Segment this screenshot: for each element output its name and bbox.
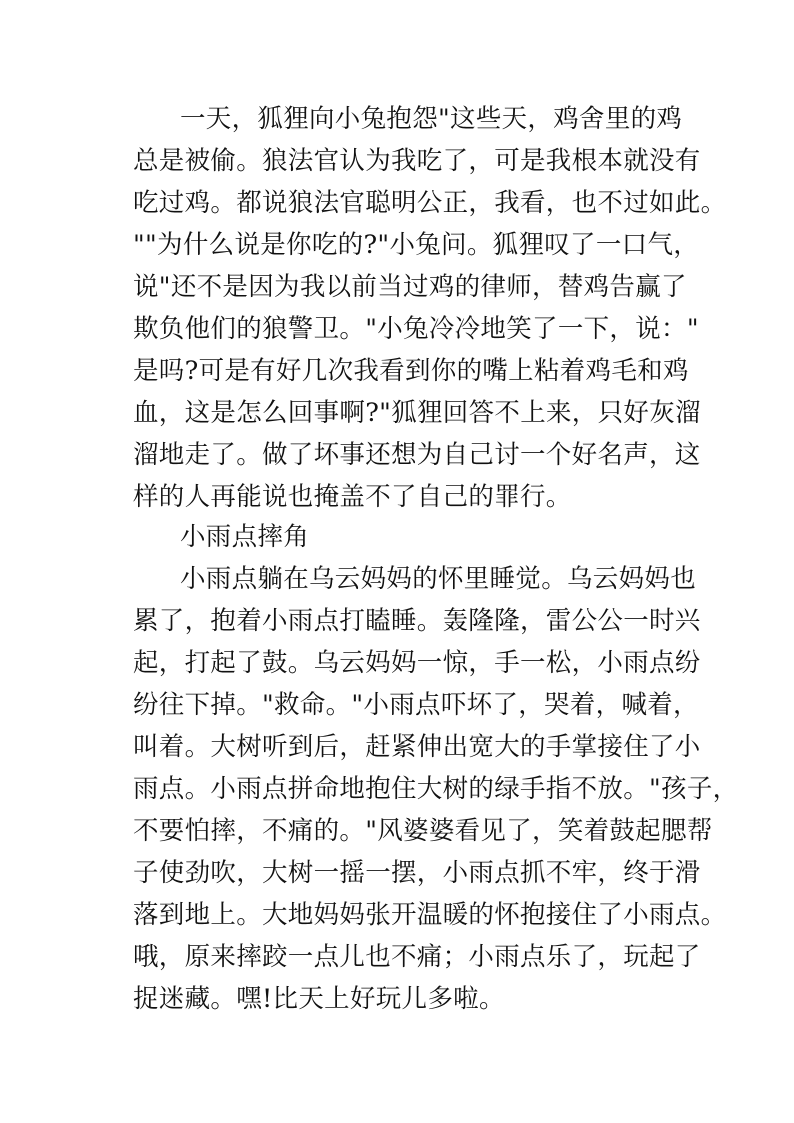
paragraph-line: 总是被偷。狼法官认为我吃了，可是我根本就没有 [133, 146, 701, 176]
paragraph-line: 哦，原来摔跤一点儿也不痛；小雨点乐了，玩起了 [133, 942, 701, 972]
paragraph-line: 叫着。大树听到后，赶紧伸出宽大的手掌接住了小 [133, 732, 701, 762]
paragraph-line: 落到地上。大地妈妈张开温暖的怀抱接住了小雨点。 [133, 900, 727, 930]
paragraph-line: 不要怕摔，不痛的。"风婆婆看见了，笑着鼓起腮帮 [133, 816, 713, 846]
paragraph-line: 是吗?可是有好几次我看到你的嘴上粘着鸡毛和鸡 [133, 356, 689, 386]
paragraph-line: 血，这是怎么回事啊?"狐狸回答不上来，只好灰溜 [133, 398, 701, 428]
paragraph-line: 雨点。小雨点拼命地抱住大树的绿手指不放。"孩子， [133, 774, 739, 804]
paragraph-line: 一天，狐狸向小兔抱怨"这些天，鸡舍里的鸡 [180, 104, 683, 134]
paragraph-line: 吃过鸡。都说狼法官聪明公正，我看，也不过如此。 [133, 188, 727, 218]
paragraph-line: 小雨点躺在乌云妈妈的怀里睡觉。乌云妈妈也 [180, 564, 697, 594]
section-title: 小雨点摔角 [180, 522, 310, 552]
paragraph-line: 样的人再能说也掩盖不了自己的罪行。 [133, 482, 572, 512]
paragraph-line: 捉迷藏。嘿!比天上好玩儿多啦。 [133, 984, 505, 1014]
paragraph-line: 起，打起了鼓。乌云妈妈一惊，手一松，小雨点纷 [133, 648, 701, 678]
paragraph-line: 溜地走了。做了坏事还想为自己讨一个好名声，这 [133, 440, 701, 470]
paragraph-line: 欺负他们的狼警卫。"小兔冷冷地笑了一下，说：" [133, 314, 699, 344]
paragraph-line: 说"还不是因为我以前当过鸡的律师，替鸡告赢了 [133, 272, 687, 302]
paragraph-line: ""为什么说是你吃的?"小兔问。狐狸叹了一口气， [133, 230, 700, 260]
paragraph-line: 纷往下掉。"救命。"小雨点吓坏了，哭着，喊着， [133, 690, 699, 720]
paragraph-line: 子使劲吹，大树一摇一摆，小雨点抓不牢，终于滑 [133, 858, 701, 888]
paragraph-line: 累了，抱着小雨点打瞌睡。轰隆隆，雷公公一时兴 [133, 606, 701, 636]
